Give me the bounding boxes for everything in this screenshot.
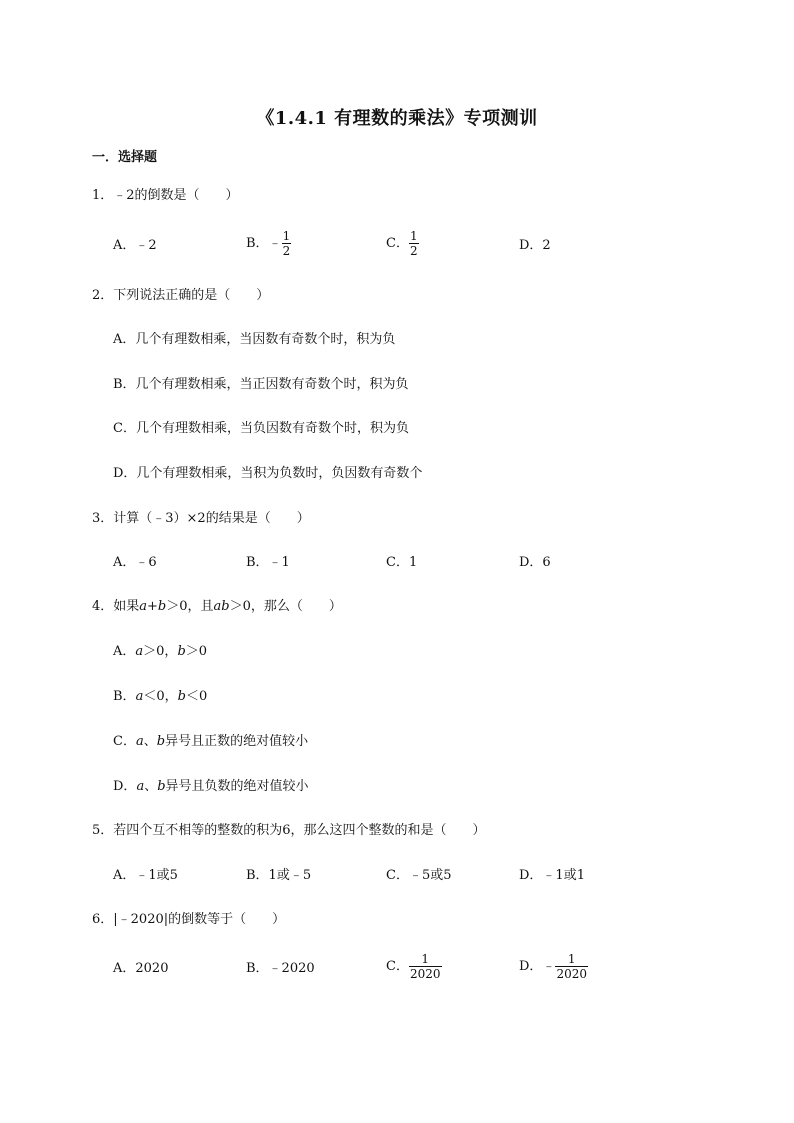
fraction-numerator: 1 [282, 229, 291, 243]
option-text: ＞0， [143, 644, 178, 659]
section-heading: 一．选择题 [92, 150, 158, 165]
variable-b: b [177, 644, 186, 659]
fraction-denominator: 2 [409, 244, 418, 258]
question-4-expression-product: ab [213, 599, 230, 614]
question-3-option-b: B．﹣1 [246, 555, 290, 570]
variable-a: a [136, 779, 145, 794]
question-4-option-c [113, 733, 308, 751]
option-label: D． [113, 779, 137, 794]
question-1-option-d: D．2 [519, 238, 551, 253]
question-4-stem-post: ＞0，那么（ ） [229, 599, 342, 614]
question-6-stem: 6．|﹣2020|的倒数等于（ ） [92, 912, 286, 927]
question-3-option-a: A．﹣6 [113, 555, 157, 570]
question-4-option-a [113, 643, 207, 661]
question-3-option-d: D．6 [519, 555, 551, 570]
question-4-expression-sum: a+b [139, 599, 167, 614]
variable-a: a [135, 644, 144, 659]
option-text: ＞0 [185, 644, 208, 659]
question-4-option-b [113, 688, 207, 706]
option-label: A． [113, 644, 136, 659]
question-1-option-b-fraction [282, 229, 292, 258]
question-4-stem [92, 598, 342, 616]
question-5-option-c: C．﹣5或5 [386, 868, 452, 883]
option-text: 异号且正数的绝对值较小 [165, 734, 309, 749]
option-text: 、 [144, 779, 158, 794]
question-2-option-b: B．几个有理数相乘，当正因数有奇数个时，积为负 [113, 377, 409, 392]
variable-b: b [156, 734, 166, 749]
question-2-option-a: A．几个有理数相乘，当因数有奇数个时，积为负 [113, 332, 396, 347]
question-1-option-c-prefix: C． [386, 236, 409, 251]
option-text: 异号且负数的绝对值较小 [165, 779, 309, 794]
question-1-option-b-prefix: B．﹣ [246, 236, 282, 251]
question-5-option-b: B．1或﹣5 [246, 868, 312, 883]
fraction-numerator: 1 [409, 229, 418, 243]
question-1-option-a: A．﹣2 [113, 238, 157, 253]
question-6-option-c [386, 952, 442, 981]
page-title: 《1.4.1 有理数的乘法》专项测训 [256, 108, 538, 129]
question-6-option-b: B．﹣2020 [246, 961, 315, 976]
question-4-stem-pre: 4．如果 [92, 599, 140, 614]
option-label: C． [113, 734, 136, 749]
fraction-numerator: 1 [567, 952, 576, 966]
question-6-option-d [519, 952, 588, 981]
option-text: 、 [143, 734, 157, 749]
option-label: B． [113, 689, 136, 704]
question-2-option-d: D．几个有理数相乘，当积为负数时，负因数有奇数个 [113, 466, 423, 481]
question-6-option-a: A．2020 [113, 961, 169, 976]
variable-a: a [135, 689, 144, 704]
fraction-denominator: 2020 [409, 967, 441, 981]
question-6-option-c-prefix: C． [386, 959, 409, 974]
question-6-option-d-prefix: D．﹣ [519, 959, 556, 974]
fraction-denominator: 2020 [556, 967, 587, 981]
question-2-stem: 2．下列说法正确的是（ ） [92, 288, 270, 303]
fraction-numerator: 1 [421, 952, 430, 966]
fraction-denominator: 2 [282, 244, 291, 258]
question-3-stem: 3．计算（﹣3）×2的结果是（ ） [92, 511, 310, 526]
question-4-stem-mid: ＞0，且 [166, 599, 214, 614]
question-3-option-c: C．1 [386, 555, 418, 570]
variable-a: a [135, 734, 144, 749]
question-4-option-d [113, 778, 309, 796]
question-1-stem: 1．﹣2的倒数是（ ） [92, 188, 239, 203]
option-text: ＜0， [143, 689, 178, 704]
question-1-option-c-fraction [409, 229, 419, 258]
variable-b: b [157, 779, 166, 794]
question-6-option-c-fraction [409, 952, 442, 981]
question-5-stem: 5．若四个互不相等的整数的积为6，那么这四个整数的和是（ ） [92, 823, 486, 838]
question-5-option-d: D．﹣1或1 [519, 868, 585, 883]
variable-b: b [177, 689, 186, 704]
question-6-option-d-fraction [555, 952, 588, 981]
option-text: ＜0 [185, 689, 208, 704]
question-1-option-c [386, 229, 419, 258]
question-2-option-c: C．几个有理数相乘，当负因数有奇数个时，积为负 [113, 421, 409, 436]
question-1-option-b [246, 229, 291, 258]
question-5-option-a: A．﹣1或5 [113, 868, 178, 883]
